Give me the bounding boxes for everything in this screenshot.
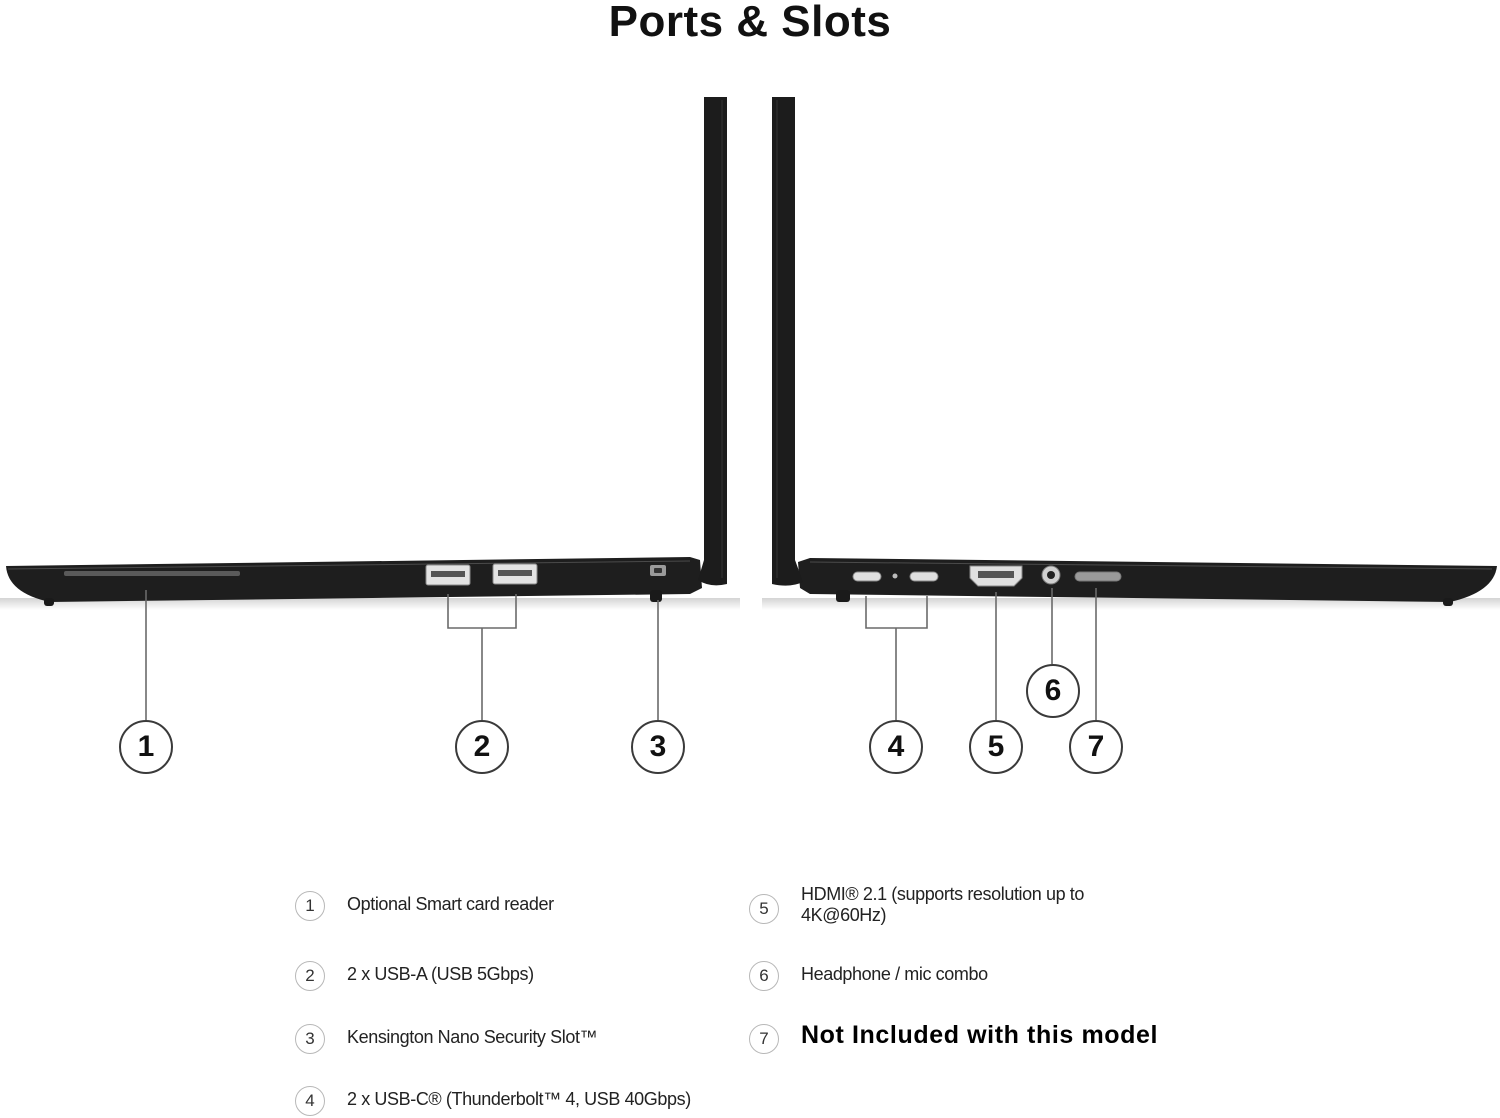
legend-number: 3 — [295, 1024, 325, 1054]
legend-item — [295, 964, 534, 991]
callout-7: 7 — [1069, 720, 1123, 774]
legend-text: 2 x USB-C® (Thunderbolt™ 4, USB 40Gbps) — [347, 1089, 691, 1109]
legend-text: HDMI® 2.1 (supports resolution up to 4K@60Hz) — [801, 884, 1084, 925]
callout-1: 1 — [119, 720, 173, 774]
usb-c-port-icon — [853, 572, 881, 581]
legend-text: 2 x USB-A (USB 5Gbps) — [347, 964, 534, 984]
legend-item — [749, 964, 988, 991]
laptop-left-side-view — [0, 97, 740, 610]
legend-number: 1 — [295, 891, 325, 921]
security-slot-icon — [650, 565, 666, 576]
legend-text: Headphone / mic combo — [801, 964, 988, 984]
callout-5: 5 — [969, 720, 1023, 774]
legend-number: 2 — [295, 961, 325, 991]
callout-6: 6 — [1026, 664, 1080, 718]
legend-text: Kensington Nano Security Slot™ — [347, 1027, 598, 1047]
legend-number: 5 — [749, 894, 779, 924]
page-title: Ports & Slots — [608, 0, 892, 46]
legend-item — [749, 1021, 1159, 1054]
usb-a-port-icon — [493, 564, 537, 584]
legend-number: 6 — [749, 961, 779, 991]
callout-2: 2 — [455, 720, 509, 774]
legend-text: Not Included with this model — [801, 1021, 1159, 1049]
callout-3: 3 — [631, 720, 685, 774]
legend-number: 4 — [295, 1086, 325, 1116]
legend-number: 7 — [749, 1024, 779, 1054]
laptop-right-side-view — [762, 97, 1500, 610]
legend-item — [295, 894, 554, 921]
audio-jack-icon — [1042, 566, 1060, 584]
sim-card-slot — [1075, 572, 1121, 581]
smart-card-slot — [64, 571, 240, 576]
legend-item — [295, 1089, 691, 1116]
usb-c-port-icon — [910, 572, 938, 581]
legend-text: Optional Smart card reader — [347, 894, 554, 914]
usb-a-port-icon — [426, 565, 470, 585]
legend-item — [749, 884, 1121, 926]
hdmi-port-icon — [970, 566, 1022, 586]
legend-item — [295, 1027, 597, 1054]
callout-4: 4 — [869, 720, 923, 774]
